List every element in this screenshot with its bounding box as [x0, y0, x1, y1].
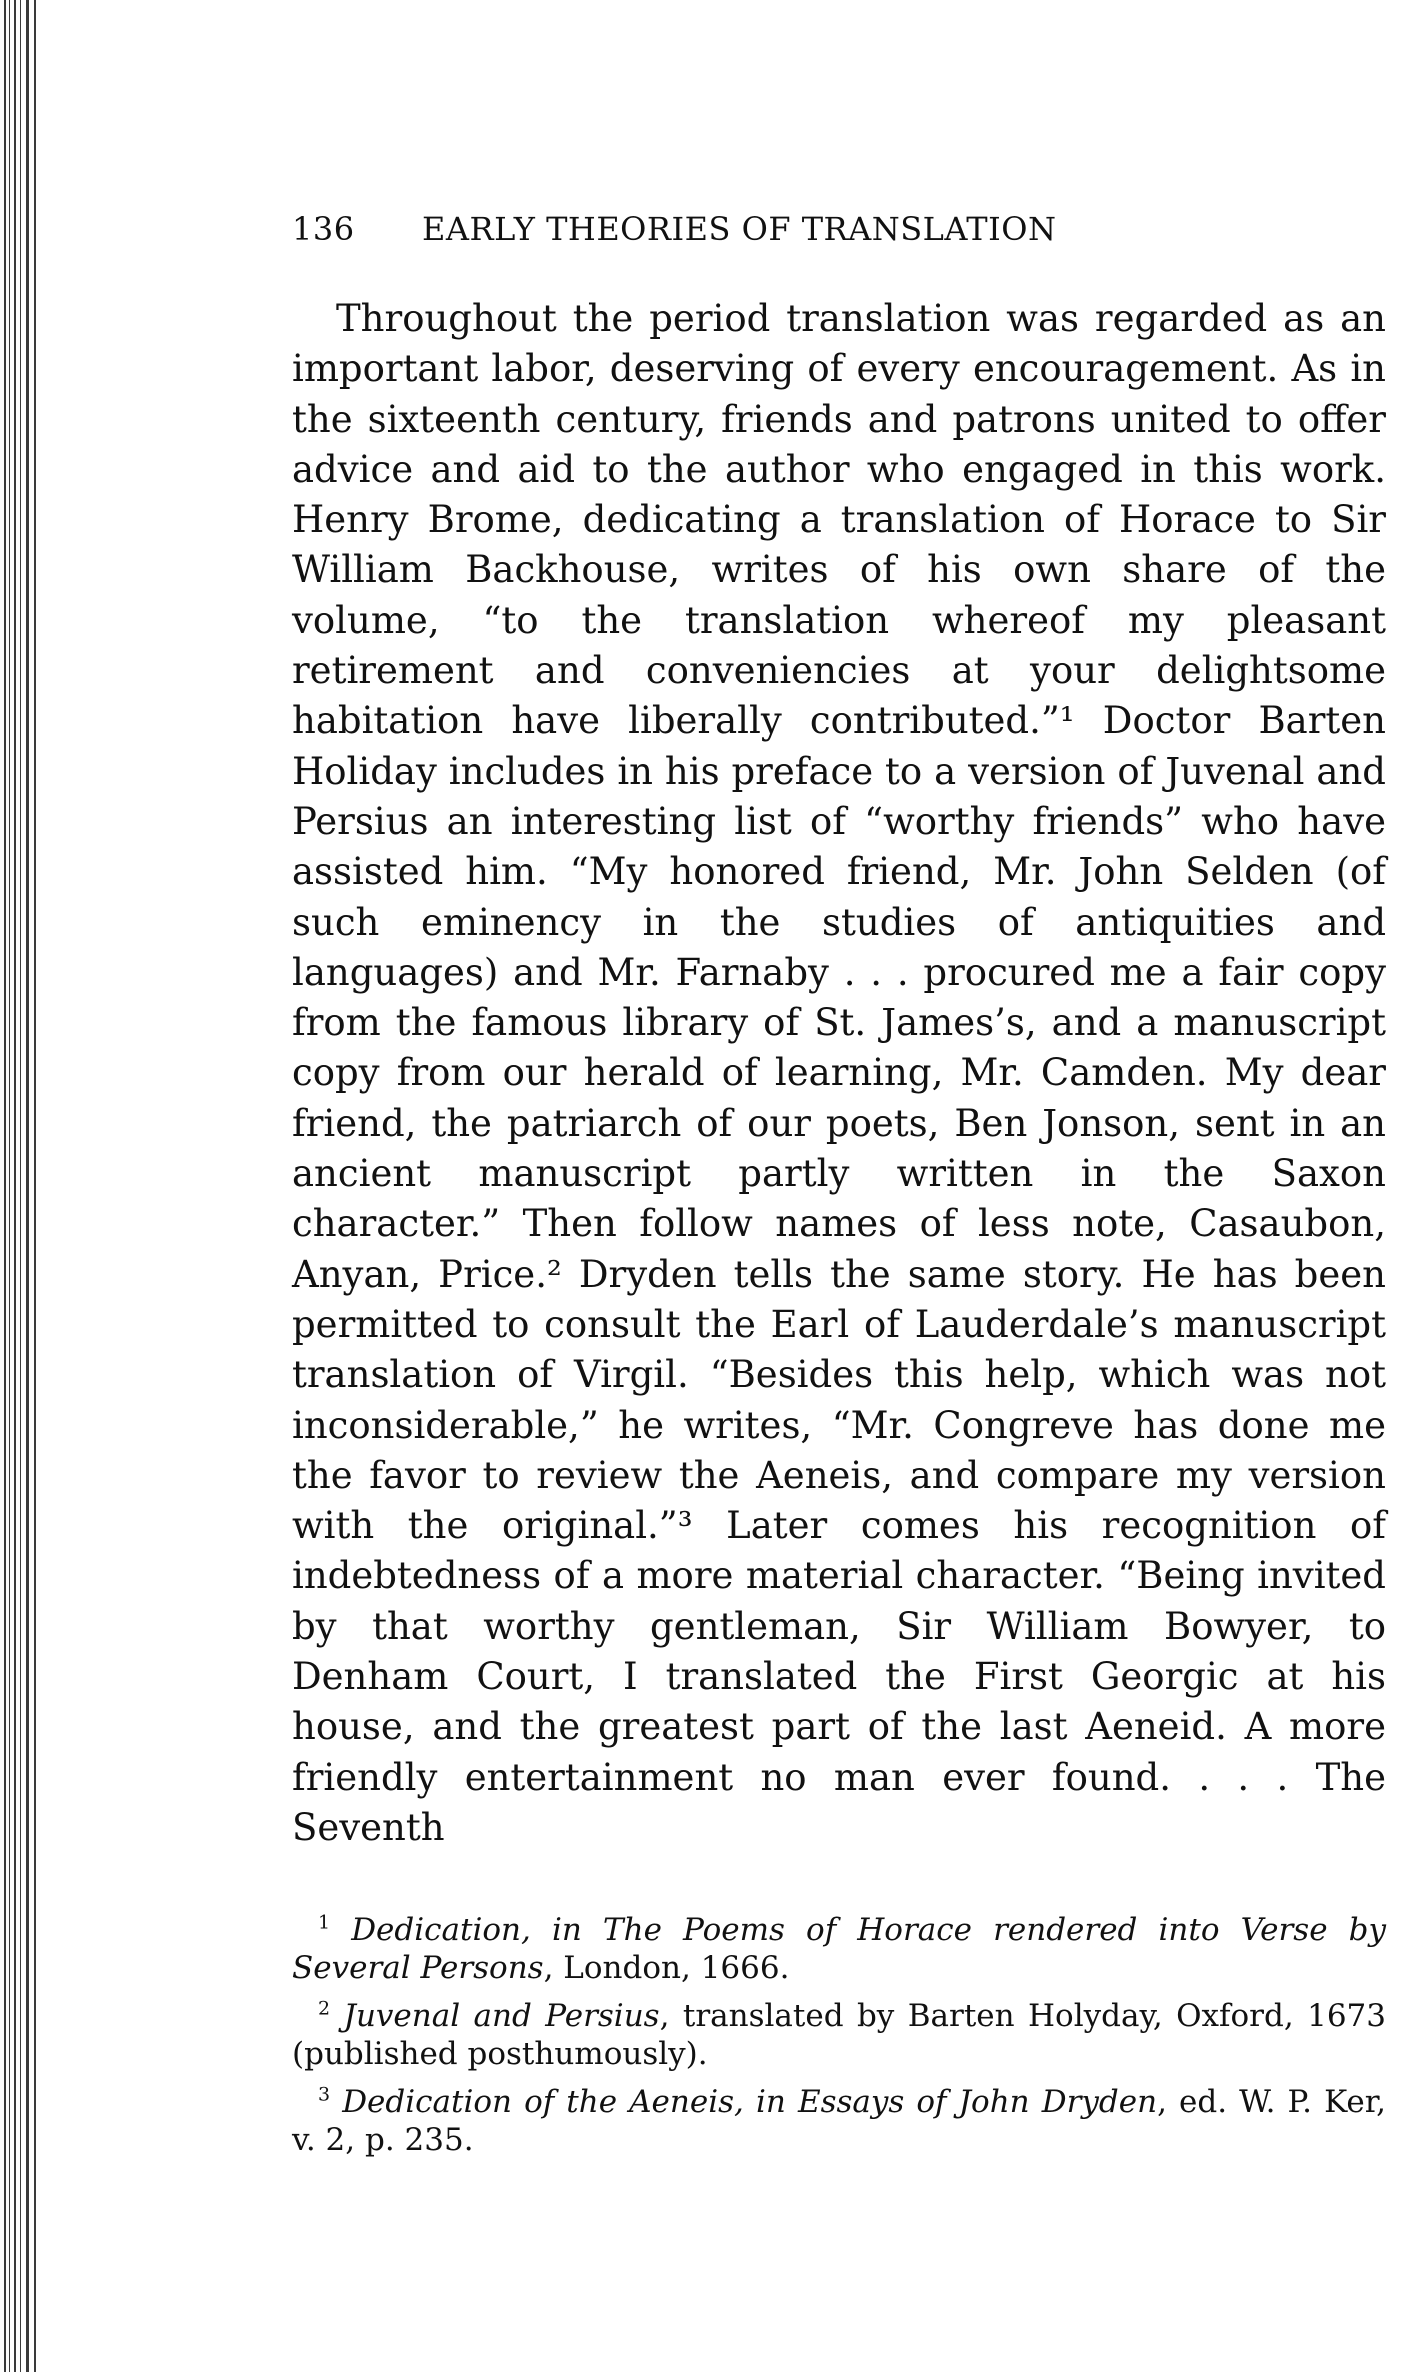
footnote-citation: Juvenal and Persius — [343, 1998, 660, 2035]
footnote-number: 1 — [318, 1911, 331, 1934]
body-paragraph: Throughout the period translation was regarded as an important labor, deserving of every encouragement. As in the sixteenth century, friends and patrons united to offer advice and aid to the author who engaged in this work. Henry Brome, dedicating a translation of Horace to Sir William Backhouse, writes of his own share of the volume, “to the translation whereof my pleasant retirement and conveniencies at your delightsome habitation have liberally contributed.”¹ Doctor Barten Holiday includes in his preface to a version of Juvenal and Persius an interesting list of “worthy friends” who have assisted him. “My honored friend, Mr. John Selden (of such eminency in the studies of antiquities and languages) and Mr. Farnaby . . . procured me a fair copy from the famous library of St. James’s, and a manuscript copy from our herald of learning, Mr. Camden. My dear friend, the patriarch of our poets, Ben Jonson, sent in an ancient manuscript partly written in the Saxon character.” Then follow names of less note, Casaubon, Anyan, Price.² Dryden tells the same story. He has been permitted to consult the Earl of Lauderdale’s manuscript translation of Virgil. “Besides this help, which was not inconsiderable,” he writes, “Mr. Congreve has done me the favor to review the Aeneis, and compare my version with the original.”³ Later comes his recognition of indebtedness of a more material character. “Being invited by that worthy gentleman, Sir William Bowyer, to Denham Court, I translated the First Georgic at his house, and the greatest part of the last Aeneid. A more friendly entertainment no man ever found. . . . The Seventh — [292, 297, 1386, 1849]
footnote-number: 3 — [318, 2083, 331, 2106]
page-number: 136 — [292, 210, 355, 248]
footnote-rest: , London, 1666. — [543, 1950, 790, 1987]
footnotes — [292, 1911, 1386, 2159]
footnote-citation: Dedication of the Aeneis, in Essays of John Dryden — [342, 2084, 1158, 2121]
footnote-citation: Dedication, in The Poems of Horace rendered into Verse by Several Persons — [292, 1912, 1387, 1987]
book-page — [292, 210, 1386, 2169]
running-head — [292, 210, 1386, 250]
book-binding-edge — [0, 0, 60, 2372]
footnote-rest: , ed. W. P. Ker, v. 2, p. 235. — [292, 2084, 1387, 2159]
running-title: EARLY THEORIES OF TRANSLATION — [422, 210, 1057, 248]
footnote-rest: , translated by Barten Holyday, Oxford, 1673 (published posthumously). — [292, 1998, 1386, 2073]
footnote-number: 2 — [318, 1997, 331, 2020]
footnote-1 — [292, 1911, 1386, 1987]
footnote-3 — [292, 2083, 1386, 2159]
footnote-2 — [292, 1997, 1386, 2073]
